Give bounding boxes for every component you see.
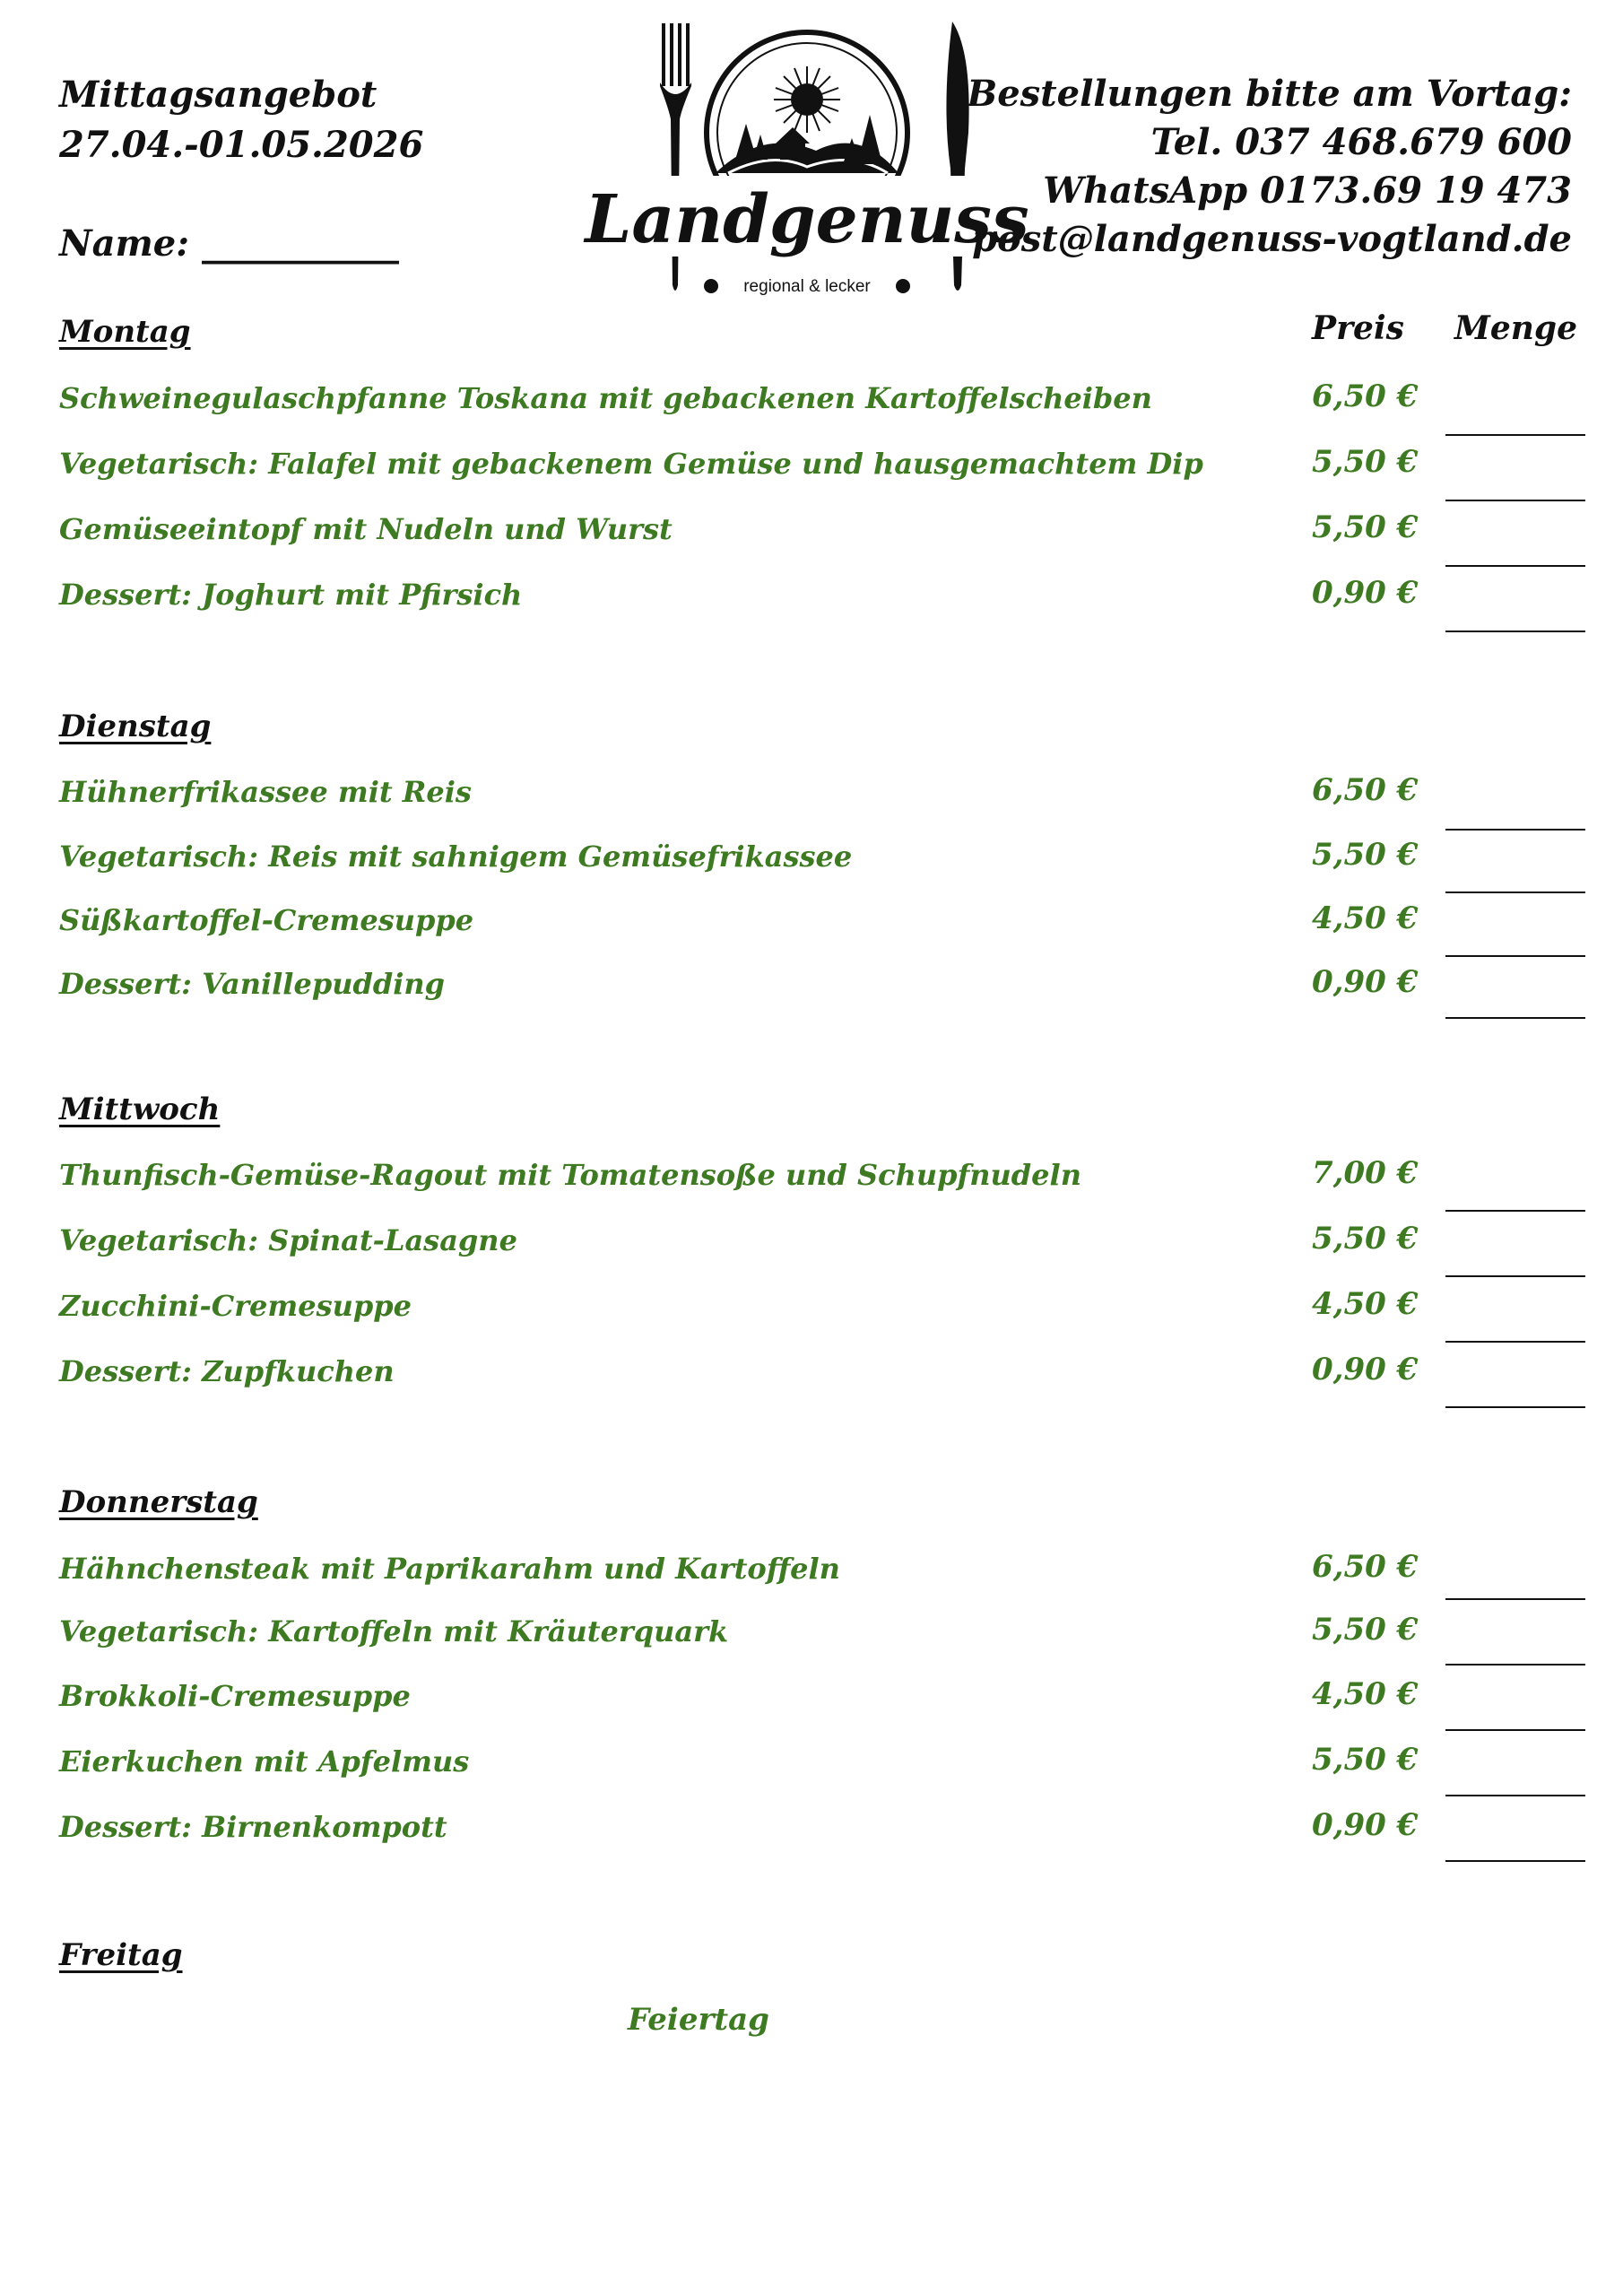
dish: Süßkartoffel-Cremesuppe xyxy=(59,903,474,937)
dish: Vegetarisch: Falafel mit gebackenem Gemüse und hausgemachtem Dip xyxy=(59,447,1203,481)
dish-price: 6,50 € xyxy=(1312,1549,1419,1585)
quantity-line[interactable] xyxy=(1445,1598,1585,1600)
quantity-line[interactable] xyxy=(1445,1664,1585,1665)
dish-price: 7,00 € xyxy=(1312,1155,1419,1191)
whatsapp-number: WhatsApp 0173.69 19 473 xyxy=(1043,170,1572,212)
quantity-line[interactable] xyxy=(1445,565,1585,567)
dish-price: 4,50 € xyxy=(1312,1286,1419,1322)
menu-title: Mittagsangebot xyxy=(59,74,378,116)
holiday-note: Feiertag xyxy=(628,2002,769,2038)
dish-price: 5,50 € xyxy=(1312,1742,1419,1778)
dish-price: 0,90 € xyxy=(1312,1807,1419,1843)
dish-price: 5,50 € xyxy=(1312,509,1419,545)
dish: Schweinegulaschpfanne Toskana mit gebackenen Kartoffelscheiben xyxy=(59,381,1152,415)
logo-wordmark: Landgenuss xyxy=(585,181,1029,258)
quantity-line[interactable] xyxy=(1445,891,1585,893)
quantity-line[interactable] xyxy=(1445,955,1585,957)
dish: Gemüseeintopf mit Nudeln und Wurst xyxy=(59,512,673,546)
quantity-line[interactable] xyxy=(1445,500,1585,501)
quantity-line[interactable] xyxy=(1445,1406,1585,1408)
phone-number: Tel. 037 468.679 600 xyxy=(1150,121,1572,163)
quantity-line[interactable] xyxy=(1445,1795,1585,1796)
dish: Dessert: Vanillepudding xyxy=(59,967,445,1001)
dish-price: 5,50 € xyxy=(1312,837,1419,873)
order-note: Bestellungen bitte am Vortag: xyxy=(967,73,1572,115)
day-heading-dienstag: Dienstag xyxy=(59,709,212,744)
dish: Zucchini-Cremesuppe xyxy=(59,1289,412,1323)
dish: Vegetarisch: Reis mit sahnigem Gemüsefrikassee xyxy=(59,839,853,874)
quantity-line[interactable] xyxy=(1445,1729,1585,1731)
dish-price: 0,90 € xyxy=(1312,575,1419,611)
dish-price: 4,50 € xyxy=(1312,1676,1419,1712)
dish-price: 5,50 € xyxy=(1312,1221,1419,1257)
date-range: 27.04.-01.05.2026 xyxy=(59,124,424,166)
dish: Hühnerfrikassee mit Reis xyxy=(59,775,472,809)
dish: Eierkuchen mit Apfelmus xyxy=(59,1744,470,1779)
day-heading-freitag: Freitag xyxy=(59,1937,183,1973)
dish: Thunfisch-Gemüse-Ragout mit Tomatensoße und Schupfnudeln xyxy=(59,1158,1081,1192)
dish-price: 5,50 € xyxy=(1312,1612,1419,1648)
dish: Brokkoli-Cremesuppe xyxy=(59,1679,411,1713)
dish-price: 4,50 € xyxy=(1312,900,1419,936)
quantity-line[interactable] xyxy=(1445,434,1585,436)
day-heading-donnerstag: Donnerstag xyxy=(59,1484,258,1520)
dish: Dessert: Birnenkompott xyxy=(59,1810,447,1844)
quantity-line[interactable] xyxy=(1445,1210,1585,1212)
quantity-line[interactable] xyxy=(1445,1017,1585,1019)
logo-tagline: regional & lecker xyxy=(743,277,871,296)
quantity-line[interactable] xyxy=(1445,631,1585,632)
name-field[interactable]: Name: ___________ xyxy=(59,222,399,265)
price-column-header: Preis xyxy=(1312,309,1404,347)
quantity-column-header: Menge xyxy=(1454,309,1578,347)
quantity-line[interactable] xyxy=(1445,829,1585,831)
header-left xyxy=(59,70,423,269)
dish: Vegetarisch: Spinat-Lasagne xyxy=(59,1223,517,1257)
dish-price: 0,90 € xyxy=(1312,1352,1419,1387)
dish-price: 0,90 € xyxy=(1312,964,1419,1000)
dish: Dessert: Zupfkuchen xyxy=(59,1354,395,1388)
quantity-line[interactable] xyxy=(1445,1341,1585,1343)
day-heading-montag: Montag xyxy=(59,314,191,350)
dish-price: 6,50 € xyxy=(1312,378,1419,414)
dish-price: 6,50 € xyxy=(1312,772,1419,808)
quantity-line[interactable] xyxy=(1445,1275,1585,1277)
quantity-line[interactable] xyxy=(1445,1860,1585,1862)
dish: Hähnchensteak mit Paprikarahm und Kartoffeln xyxy=(59,1552,840,1586)
header-right xyxy=(967,70,1572,264)
day-heading-mittwoch: Mittwoch xyxy=(59,1091,221,1127)
landgenuss-logo xyxy=(585,16,1029,303)
dish: Dessert: Joghurt mit Pfirsich xyxy=(59,578,523,612)
dish: Vegetarisch: Kartoffeln mit Kräuterquark xyxy=(59,1614,729,1648)
email-address: post@landgenuss-vogtland.de xyxy=(972,218,1572,260)
dish-price: 5,50 € xyxy=(1312,444,1419,480)
